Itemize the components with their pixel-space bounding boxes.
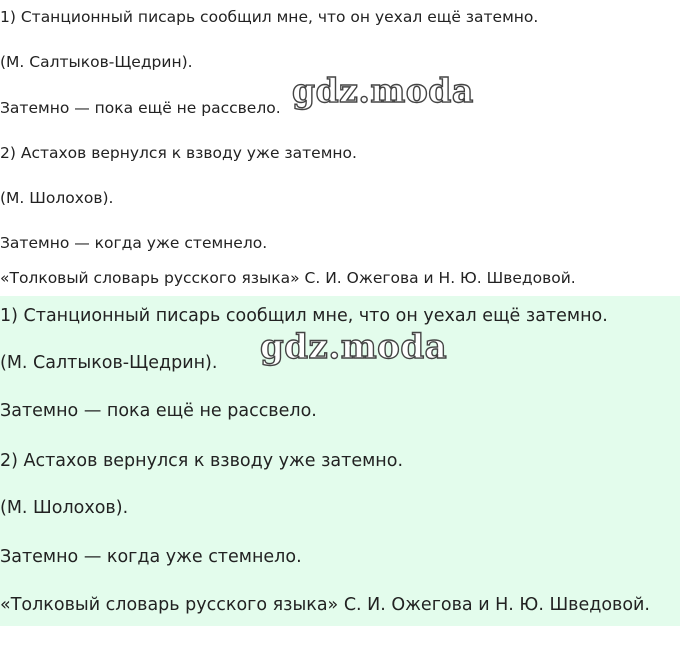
- text-line: 2) Астахов вернулся к взводу уже затемно.: [0, 451, 404, 471]
- text-line: Затемно — пока ещё не рассвело.: [0, 99, 281, 117]
- text-line: «Толковый словарь русского языка» С. И. Ожегова и Н. Ю. Шведовой.: [0, 269, 576, 287]
- text-line: Затемно — когда уже стемнело.: [0, 234, 268, 252]
- text-line: (М. Салтыков-Щедрин).: [0, 353, 218, 373]
- text-line: 1) Станционный писарь сообщил мне, что он уехал ещё затемно.: [0, 306, 608, 326]
- watermark-logo: gdz.moda: [260, 327, 448, 367]
- text-line: (М. Шолохов).: [0, 498, 129, 518]
- text-line: (М. Салтыков-Щедрин).: [0, 53, 193, 71]
- watermark-logo: gdz.moda: [292, 71, 474, 110]
- text-line: 2) Астахов вернулся к взводу уже затемно.: [0, 144, 357, 162]
- text-line: «Толковый словарь русского языка» С. И. Ожегова и Н. Ю. Шведовой.: [0, 595, 650, 615]
- text-line: 1) Станционный писарь сообщил мне, что он уехал ещё затемно.: [0, 8, 539, 26]
- text-line: Затемно — когда уже стемнело.: [0, 547, 302, 567]
- text-line: Затемно — пока ещё не рассвело.: [0, 401, 317, 421]
- text-line: (М. Шолохов).: [0, 189, 114, 207]
